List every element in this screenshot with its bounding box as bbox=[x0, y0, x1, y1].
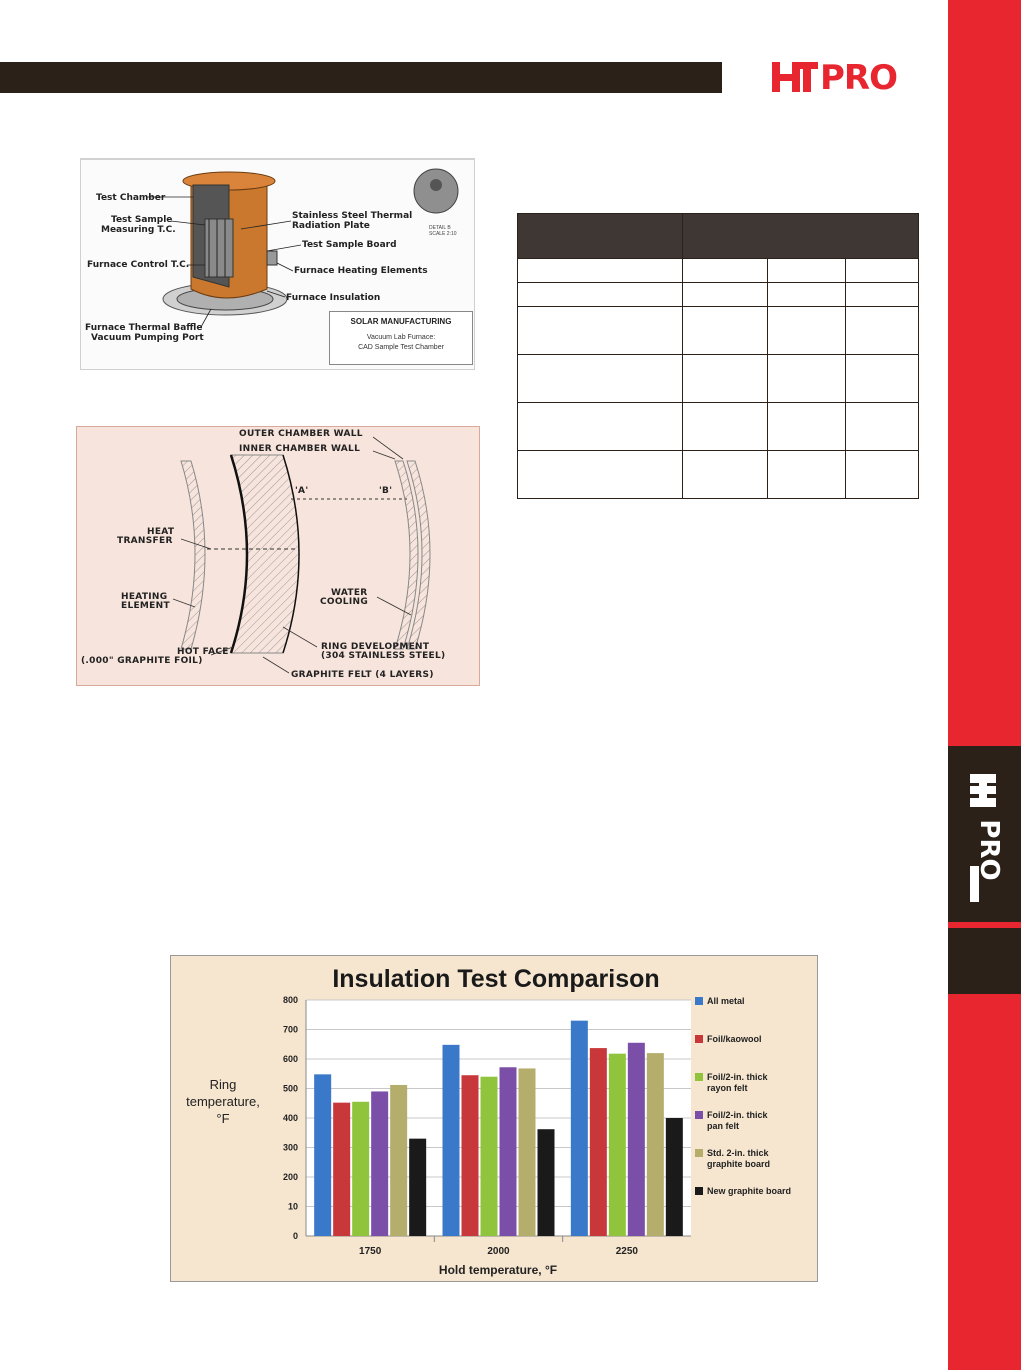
table-cell bbox=[518, 355, 683, 403]
table-cell bbox=[683, 403, 768, 451]
table-header-cell bbox=[683, 214, 919, 259]
y-tick-label: 800 bbox=[282, 995, 298, 1005]
x-tick-label: 2250 bbox=[615, 1246, 638, 1257]
bar bbox=[500, 1067, 517, 1236]
detail-line-2: SCALE 2:10 bbox=[429, 231, 457, 237]
label-graphite-felt: GRAPHITE FELT (4 LAYERS) bbox=[291, 670, 434, 680]
table-cell bbox=[768, 307, 846, 355]
y-tick-label: 500 bbox=[282, 1083, 298, 1094]
label-heating-element-1: HEATING bbox=[121, 592, 168, 602]
data-table bbox=[517, 213, 919, 499]
table-header-cell bbox=[518, 214, 683, 259]
label-test-sample-2: Measuring T.C. bbox=[101, 225, 176, 235]
label-vacuum-port: Vacuum Pumping Port bbox=[91, 333, 204, 343]
label-heating-element-2: ELEMENT bbox=[121, 601, 170, 611]
label-heat-transfer-2: TRANSFER bbox=[117, 536, 173, 546]
title-block-line-1: Vacuum Lab Furnace: bbox=[366, 334, 436, 341]
label-water-cooling-2: COOLING bbox=[320, 597, 369, 607]
table-row bbox=[518, 403, 919, 451]
table-row bbox=[518, 307, 919, 355]
label-b: 'B' bbox=[379, 486, 393, 496]
table-row bbox=[518, 355, 919, 403]
bar bbox=[590, 1048, 607, 1236]
sidebar-logo bbox=[948, 760, 1021, 910]
detail-line-1: DETAIL B bbox=[429, 225, 451, 231]
table-cell bbox=[683, 283, 768, 307]
chart-canvas bbox=[171, 956, 817, 1281]
legend-swatch bbox=[695, 1111, 703, 1119]
table-cell bbox=[683, 259, 768, 283]
legend-label: rayon felt bbox=[707, 1083, 748, 1093]
table-cell bbox=[683, 355, 768, 403]
label-furnace-control-tc: Furnace Control T.C. bbox=[87, 260, 190, 270]
table-cell bbox=[768, 283, 846, 307]
table-cell bbox=[846, 307, 919, 355]
header-bar bbox=[0, 62, 722, 93]
label-sample-board: Test Sample Board bbox=[302, 240, 397, 250]
y-tick-label: 300 bbox=[282, 1142, 298, 1153]
legend-swatch bbox=[695, 1149, 703, 1157]
table-cell bbox=[846, 403, 919, 451]
sidebar-logo-mark bbox=[948, 760, 1021, 910]
table-row bbox=[518, 451, 919, 499]
sidebar-logo-text: PRO bbox=[974, 819, 1004, 881]
table-cell bbox=[518, 307, 683, 355]
bar bbox=[628, 1043, 645, 1236]
table-cell bbox=[768, 355, 846, 403]
legend-label: pan felt bbox=[707, 1121, 740, 1131]
y-tick-label: 700 bbox=[282, 1024, 298, 1035]
legend-label: graphite board bbox=[707, 1159, 771, 1169]
y-axis-label: temperature, bbox=[186, 1094, 260, 1109]
label-heating-elements: Furnace Heating Elements bbox=[294, 266, 428, 276]
bar bbox=[481, 1077, 498, 1236]
bar bbox=[647, 1053, 664, 1236]
bar bbox=[519, 1068, 536, 1236]
legend-swatch bbox=[695, 1073, 703, 1081]
bar bbox=[462, 1075, 479, 1236]
legend-label: Std. 2-in. thick bbox=[707, 1148, 769, 1158]
label-a: 'A' bbox=[295, 486, 309, 496]
label-hot-face-2: (.000" GRAPHITE FOIL) bbox=[81, 656, 203, 666]
table-header-row bbox=[518, 214, 919, 259]
bar bbox=[371, 1091, 388, 1236]
y-tick-label: 600 bbox=[282, 1054, 298, 1064]
sidebar-dark-tab bbox=[948, 928, 1021, 994]
table-row bbox=[518, 259, 919, 283]
table-cell bbox=[518, 403, 683, 451]
bar bbox=[538, 1129, 555, 1236]
label-ring-dev-2: (304 STAINLESS STEEL) bbox=[321, 651, 446, 661]
table-cell bbox=[518, 283, 683, 307]
legend-label: Foil/2-in. thick bbox=[707, 1072, 768, 1082]
label-insulation: Furnace Insulation bbox=[286, 293, 381, 303]
y-axis-label: °F bbox=[216, 1111, 230, 1126]
logo-text: PRO bbox=[820, 58, 898, 98]
bar bbox=[314, 1074, 331, 1236]
label-test-chamber: Test Chamber bbox=[96, 193, 166, 203]
x-tick-label: 2000 bbox=[487, 1246, 510, 1257]
y-tick-label: 0 bbox=[292, 1231, 298, 1241]
right-sidebar bbox=[948, 0, 1021, 1370]
label-ss-plate-1: Stainless Steel Thermal bbox=[292, 211, 413, 221]
legend-swatch bbox=[695, 1187, 703, 1195]
bar bbox=[666, 1118, 683, 1236]
legend-label: New graphite board bbox=[707, 1186, 792, 1196]
bar bbox=[390, 1085, 407, 1236]
label-hot-face-1: HOT FACE bbox=[177, 647, 229, 657]
table-cell bbox=[768, 451, 846, 499]
table-cell bbox=[846, 451, 919, 499]
bar bbox=[571, 1021, 588, 1236]
insulation-chart bbox=[170, 955, 818, 1282]
label-outer-wall: OUTER CHAMBER WALL bbox=[239, 429, 363, 439]
table-row bbox=[518, 283, 919, 307]
x-tick-label: 1750 bbox=[359, 1246, 382, 1257]
title-block bbox=[329, 311, 473, 365]
y-tick-label: 400 bbox=[282, 1113, 298, 1123]
table-cell bbox=[846, 283, 919, 307]
y-tick-label: 200 bbox=[282, 1172, 298, 1182]
label-heat-transfer-1: HEAT bbox=[147, 527, 175, 537]
table-cell bbox=[768, 403, 846, 451]
bar bbox=[352, 1102, 369, 1236]
label-ring-dev-1: RING DEVELOPMENT bbox=[321, 642, 430, 652]
htpro-logo bbox=[770, 58, 930, 98]
x-axis-label: Hold temperature, °F bbox=[438, 1263, 558, 1277]
legend-swatch bbox=[695, 1035, 703, 1043]
legend-swatch bbox=[695, 997, 703, 1005]
bar bbox=[409, 1139, 426, 1236]
y-axis-label: Ring bbox=[209, 1077, 237, 1092]
table-cell bbox=[846, 259, 919, 283]
cad-figure bbox=[80, 158, 475, 370]
label-test-sample-1: Test Sample bbox=[111, 215, 173, 225]
table-cell bbox=[518, 451, 683, 499]
section-figure bbox=[76, 426, 480, 686]
bar bbox=[443, 1045, 460, 1236]
label-water-cooling-1: WATER bbox=[331, 588, 368, 598]
table-cell bbox=[846, 355, 919, 403]
legend-label: Foil/kaowool bbox=[707, 1034, 762, 1044]
detail-caption bbox=[429, 225, 457, 237]
label-ss-plate-2: Radiation Plate bbox=[292, 221, 370, 231]
legend-label: All metal bbox=[707, 996, 745, 1006]
table-cell bbox=[683, 451, 768, 499]
table-cell bbox=[518, 259, 683, 283]
table-cell bbox=[683, 307, 768, 355]
legend-label: Foil/2-in. thick bbox=[707, 1110, 768, 1120]
table-cell bbox=[768, 259, 846, 283]
title-block-company: SOLAR MANUFACTURING bbox=[350, 317, 452, 326]
y-tick-label: 10 bbox=[287, 1201, 298, 1212]
chart-title: Insulation Test Comparison bbox=[332, 965, 660, 993]
label-inner-wall: INNER CHAMBER WALL bbox=[239, 444, 361, 454]
bar bbox=[333, 1103, 350, 1236]
label-baffle: Furnace Thermal Baffle bbox=[85, 323, 203, 333]
title-block-line-2: CAD Sample Test Chamber bbox=[358, 344, 444, 351]
bar bbox=[609, 1054, 626, 1236]
